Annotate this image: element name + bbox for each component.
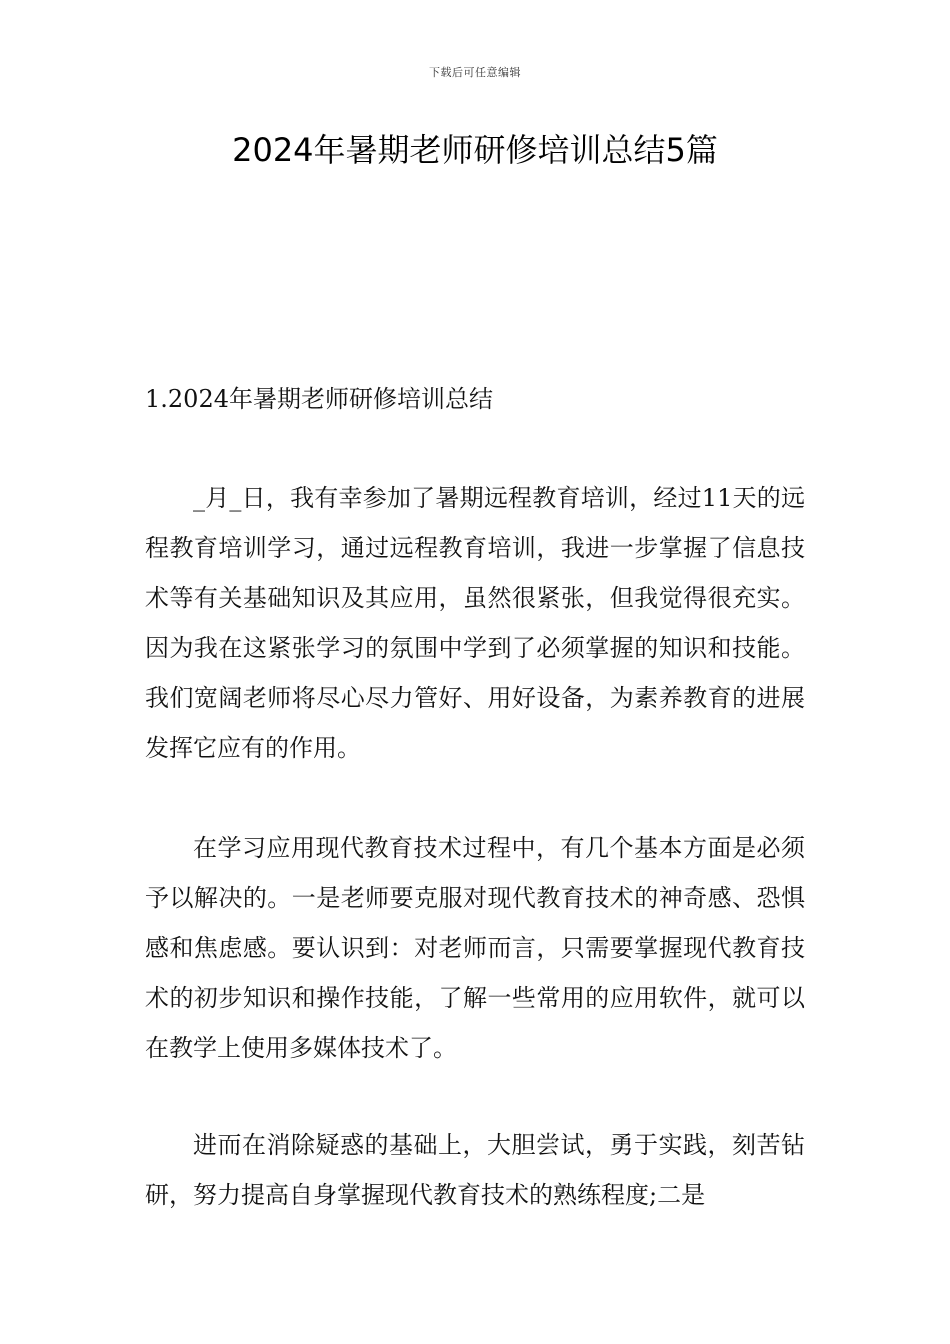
body-paragraph-1: _月_日，我有幸参加了暑期远程教育培训，经过11天的远程教育培训学习，通过远程教育培训，我进一步掌握了信息技术等有关基础知识及其应用，虽然很紧张，但我觉得很充实。因为我在这紧张学习的氛围中学到了必须掌握的知识和技能。我们宽阔老师将尽心尽力管好、用好设备，为素养教育的进展发挥它应有的作用。	[145, 484, 805, 762]
section-heading: 1.2024年暑期老师研修培训总结	[145, 385, 493, 413]
document-title: 2024年暑期老师研修培训总结5篇	[232, 131, 718, 169]
body-paragraph-3: 进而在消除疑惑的基础上，大胆尝试，勇于实践，刻苦钻研，努力提高自身掌握现代教育技术的熟练程度;二是	[145, 1131, 805, 1209]
body-paragraph-2: 在学习应用现代教育技术过程中，有几个基本方面是必须予以解决的。一是老师要克服对现代教育技术的神奇感、恐惧感和焦虑感。要认识到：对老师而言，只需要掌握现代教育技术的初步知识和操作技能，了解一些常用的应用软件，就可以在教学上使用多媒体技术了。	[145, 834, 805, 1062]
header-note: 下载后可任意编辑	[429, 66, 521, 79]
